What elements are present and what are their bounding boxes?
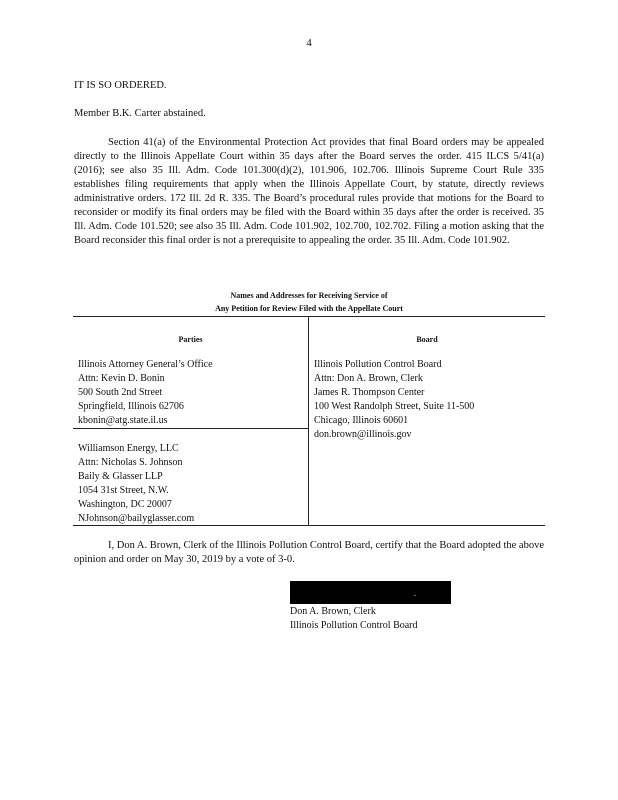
address-line: 1054 31st Street, N.W. bbox=[78, 485, 169, 496]
ordered-statement: IT IS SO ORDERED. bbox=[74, 80, 167, 91]
parties-column-header: Parties bbox=[178, 335, 203, 344]
service-table-title-line1: Names and Addresses for Receiving Service of bbox=[230, 291, 388, 300]
address-line: Springfield, Illinois 62706 bbox=[78, 401, 184, 412]
address-line: 500 South 2nd Street bbox=[78, 387, 163, 398]
party-address-attorney-general bbox=[78, 358, 213, 428]
abstained-statement: Member B.K. Carter abstained. bbox=[74, 108, 206, 119]
address-line: Attn: Nicholas S. Johnson bbox=[78, 457, 183, 468]
address-line: Attn: Don A. Brown, Clerk bbox=[314, 373, 423, 384]
address-line: Williamson Energy, LLC bbox=[78, 443, 179, 454]
table-column-divider bbox=[308, 316, 309, 525]
signature-mark: . bbox=[414, 589, 416, 598]
email-address: kbonin@atg.state.il.us bbox=[78, 415, 168, 426]
address-line: Baily & Glasser LLP bbox=[78, 471, 163, 482]
address-line: Chicago, Illinois 60601 bbox=[314, 415, 409, 426]
signer-name: Don A. Brown, Clerk bbox=[290, 606, 376, 617]
address-line: Illinois Pollution Control Board bbox=[314, 359, 442, 370]
address-line: James R. Thompson Center bbox=[314, 387, 425, 398]
signature-block bbox=[290, 605, 418, 633]
page-number: 4 bbox=[306, 37, 312, 49]
address-line: Washington, DC 20007 bbox=[78, 499, 172, 510]
redacted-signature bbox=[290, 581, 451, 604]
table-top-border bbox=[73, 316, 545, 317]
address-line: Illinois Attorney General’s Office bbox=[78, 359, 213, 370]
board-address bbox=[314, 358, 474, 442]
service-table-title-line2: Any Petition for Review Filed with the Appellate Court bbox=[215, 304, 403, 313]
parties-row-divider bbox=[73, 428, 309, 429]
address-line: Attn: Kevin D. Bonin bbox=[78, 373, 165, 384]
email-address: don.brown@illinois.gov bbox=[314, 429, 412, 440]
clerk-certification: I, Don A. Brown, Clerk of the Illinois Pollution Control Board, certify that the Board adopted the above opinion and order on May 30, 2019 by a vote of 3-0. bbox=[74, 540, 544, 565]
service-table-title bbox=[74, 289, 544, 315]
appeal-paragraph: Section 41(a) of the Environmental Protection Act provides that final Board orders may be appealed directly to the Illinois Appellate Court within 35 days after the Board serves the order. 415 ILCS 5/41(a) (2016); see also 35 Ill. Adm. Code 101.300(d)(2), 101.906, 102.706. Illinois Supreme Court Rule 335 establishes filing requirements that apply when the Illinois Appellate Court, by statute, directly reviews administrative orders. 172 Ill. 2d R. 335. The Board’s procedural rules provide that motions for the Board to reconsider or modify its final orders may be filed with the Board within 35 days after the order is received. 35 Ill. Adm. Code 101.520; see also 35 Ill. Adm. Code 101.902, 102.700, 102.702. Filing a motion asking that the Board reconsider this final order is not a prerequisite to appealing the order. 35 Ill. Adm. Code 101.902. bbox=[74, 137, 544, 246]
address-line: 100 West Randolph Street, Suite 11-500 bbox=[314, 401, 475, 412]
email-address: NJohnson@bailyglasser.com bbox=[78, 513, 195, 524]
signer-organization: Illinois Pollution Control Board bbox=[290, 620, 418, 631]
board-column-header: Board bbox=[416, 335, 438, 344]
party-address-williamson bbox=[78, 442, 194, 526]
